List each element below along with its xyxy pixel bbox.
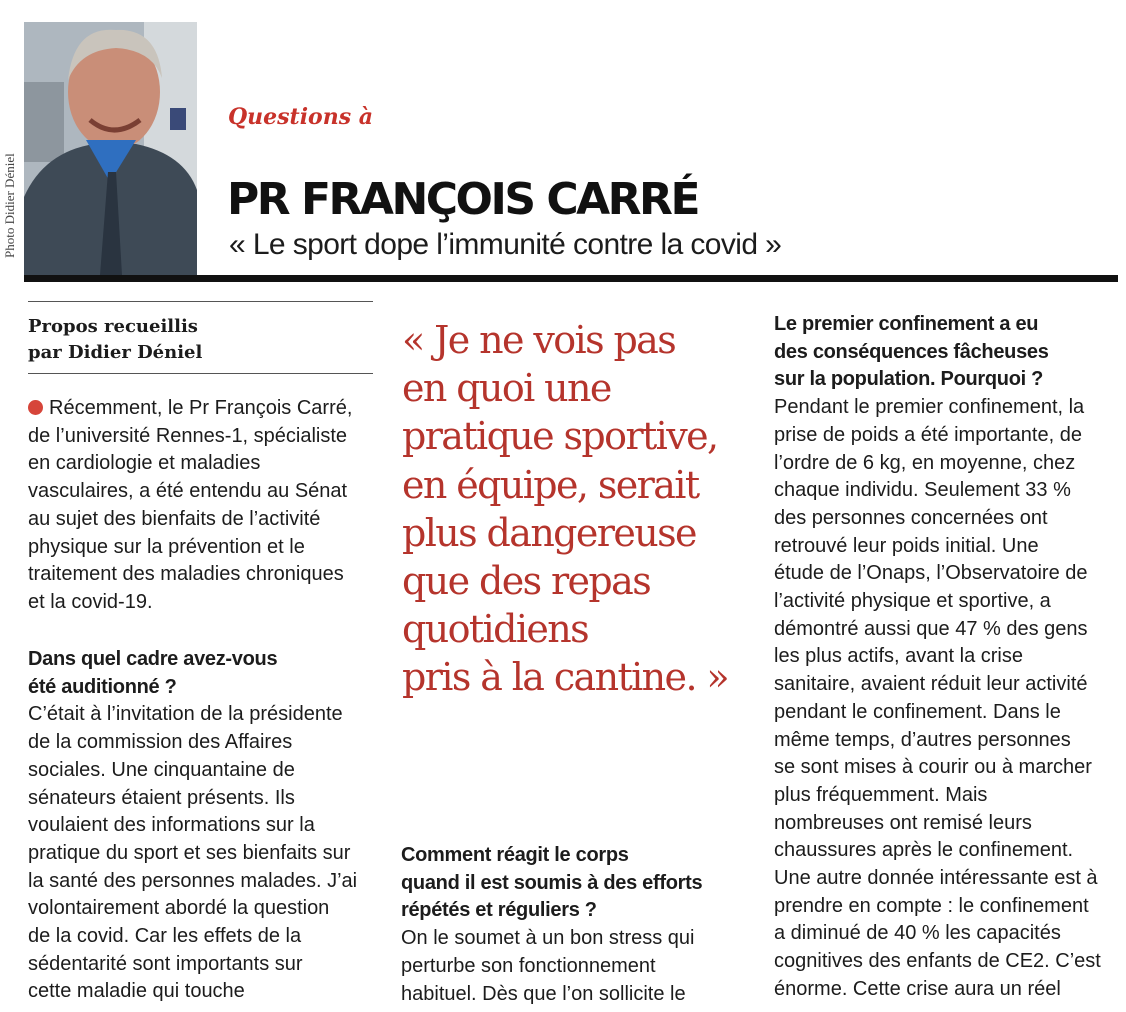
answer-line: prendre en compte : le confinement <box>774 894 1089 917</box>
text-line: physique sur la prévention et le <box>28 535 305 558</box>
answer-line: perturbe son fonctionnement <box>401 954 656 977</box>
headline-quote: « Le sport dope l’immunité contre la covid » <box>229 228 782 261</box>
byline-line: par Didier Déniel <box>28 342 203 363</box>
answer-line: chaque individu. Seulement 33 % <box>774 479 1071 502</box>
answer-line: étude de l’Onaps, l’Observatoire de <box>774 562 1088 585</box>
answer-line: de la covid. Car les effets de la <box>28 925 302 948</box>
answer-line: cette maladie qui touche <box>28 980 245 1003</box>
answer-line: l’activité physique et sportive, a <box>774 590 1051 613</box>
quote-line: pratique sportive, <box>402 414 718 459</box>
portrait-photo <box>24 22 197 275</box>
text-line: et la covid-19. <box>28 590 153 613</box>
text-line: de l’université Rennes-1, spécialiste <box>28 424 348 447</box>
answer-line: sociales. Une cinquantaine de <box>28 758 295 781</box>
intro-paragraph <box>28 395 383 617</box>
question-line: quand il est soumis à des efforts <box>401 871 703 894</box>
byline <box>28 314 202 366</box>
answer-line: des personnes concernées ont <box>774 506 1048 529</box>
question-line: répétés et réguliers ? <box>401 899 597 922</box>
answer-line: sanitaire, avaient réduit leur activité <box>774 673 1088 696</box>
photo-credit-text: Photo Didier Déniel <box>2 153 17 258</box>
answer-line: même temps, d’autres personnes <box>774 728 1071 751</box>
portrait-illustration <box>24 22 197 275</box>
answer-line: volontairement abordé la question <box>28 897 330 920</box>
answer-line: se sont mises à courir ou à marcher <box>774 756 1092 779</box>
answer-line: les plus actifs, avant la crise <box>774 645 1023 668</box>
byline-bottom-rule <box>28 373 373 374</box>
text-line: au sujet des bienfaits de l’activité <box>28 507 321 530</box>
quote-line: en quoi une <box>402 366 611 411</box>
answer-line: voulaient des informations sur la <box>28 814 315 837</box>
answer-line: nombreuses ont remisé leurs <box>774 811 1032 834</box>
byline-top-rule <box>28 301 373 302</box>
answer-line: énorme. Cette crise aura un réel <box>774 977 1061 1000</box>
red-bullet-icon <box>28 400 43 415</box>
quote-line: « Je ne vois pas <box>402 318 676 362</box>
answer-line: Pendant le premier confinement, la <box>774 396 1085 419</box>
quote-line: plus dangereuse <box>402 510 696 555</box>
question-2-block <box>401 842 761 1008</box>
answer-line: habituel. Dès que l’on sollicite le <box>401 982 686 1005</box>
interviewee-name: PR FRANÇOIS CARRÉ <box>227 174 698 225</box>
answer-line: de la commission des Affaires <box>28 731 293 754</box>
answer-line: sénateurs étaient présents. Ils <box>28 786 295 809</box>
quote-line: en équipe, serait <box>402 462 699 507</box>
answer-line: Une autre donnée intéressante est à <box>774 867 1098 890</box>
byline-line: Propos recueillis <box>28 316 198 337</box>
answer-line: C’était à l’invitation de la présidente <box>28 703 343 726</box>
header-rule <box>24 275 1118 282</box>
answer-line: On le soumet à un bon stress qui <box>401 927 695 950</box>
answer-line: plus fréquemment. Mais <box>774 783 988 806</box>
text-line: vasculaires, a été entendu au Sénat <box>28 480 348 503</box>
question-line: Le premier confinement a eu <box>774 313 1039 335</box>
question-line: sur la population. Pourquoi ? <box>774 368 1044 391</box>
question-3-block <box>774 311 1124 1004</box>
pull-quote <box>402 316 762 702</box>
question-line: été auditionné ? <box>28 675 177 698</box>
text-line: traitement des maladies chroniques <box>28 563 344 586</box>
quote-line: que des repas <box>402 559 651 604</box>
answer-line: sédentarité sont importants sur <box>28 952 303 975</box>
answer-line: chaussures après le confinement. <box>774 839 1074 862</box>
answer-line: la santé des personnes malades. J’ai <box>28 869 358 892</box>
text-line: Récemment, le Pr François Carré, <box>28 395 383 423</box>
answer-line: pratique du sport et ses bienfaits sur <box>28 841 351 864</box>
answer-line: démontré aussi que 47 % des gens <box>774 617 1088 640</box>
section-kicker: Questions à <box>228 104 374 130</box>
answer-line: cognitives des enfants de CE2. C’est <box>774 950 1101 973</box>
answer-line: a diminué de 40 % les capacités <box>774 922 1061 945</box>
question-line: Dans quel cadre avez-vous <box>28 648 278 670</box>
answer-line: l’ordre de 6 kg, en moyenne, chez <box>774 451 1076 474</box>
question-line: des conséquences fâcheuses <box>774 340 1049 363</box>
quote-line: quotidiens <box>402 607 589 652</box>
question-1-block <box>28 646 383 1006</box>
quote-line: pris à la cantine. » <box>402 655 729 700</box>
answer-line: retrouvé leur poids initial. Une <box>774 534 1039 557</box>
answer-line: pendant le confinement. Dans le <box>774 700 1061 723</box>
text-line: en cardiologie et maladies <box>28 452 261 475</box>
question-line: Comment réagit le corps <box>401 844 629 866</box>
answer-line: prise de poids a été importante, de <box>774 423 1082 446</box>
